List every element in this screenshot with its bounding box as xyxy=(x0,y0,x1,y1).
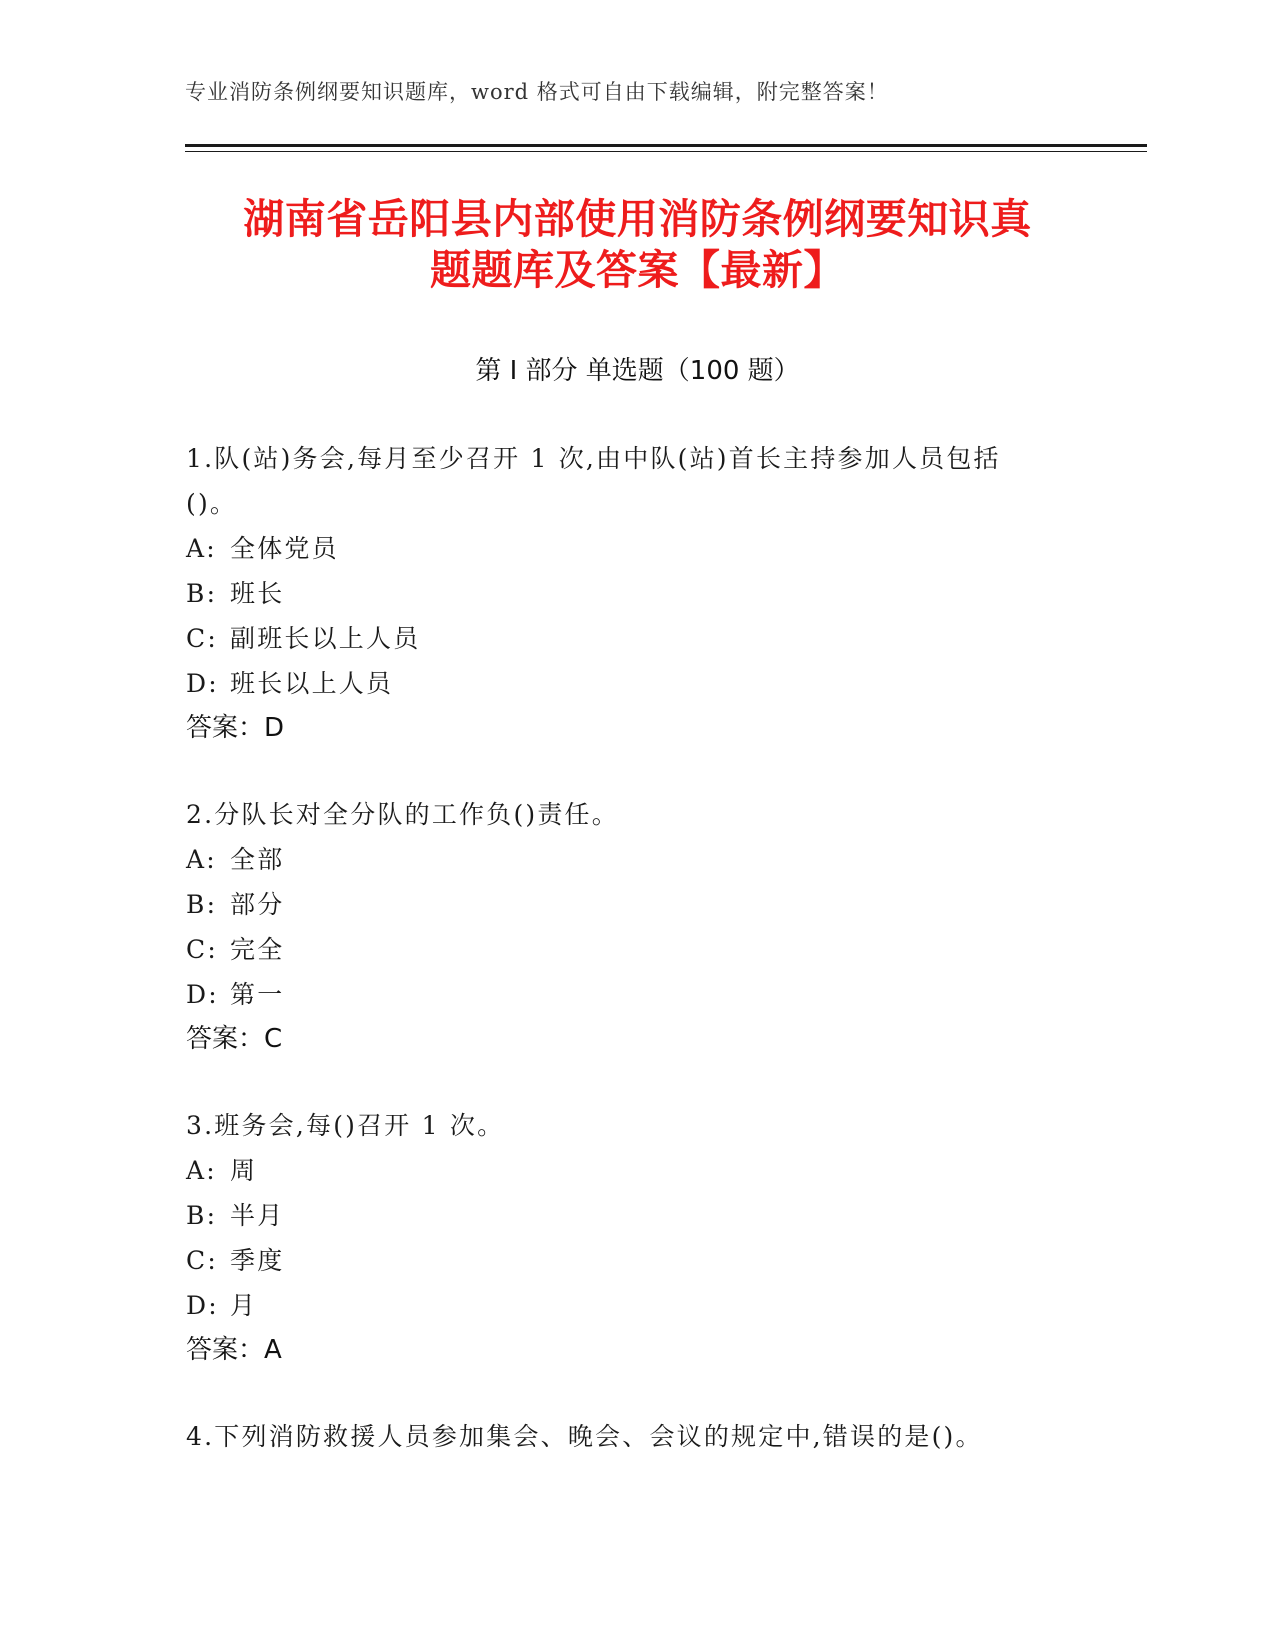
question-stem: 1.队(站)务会,每月至少召开 1 次,由中队(站)首长主持参加人员包括 xyxy=(186,444,1001,473)
option-key: A: xyxy=(186,1156,217,1185)
option-text: 副班长以上人员 xyxy=(230,624,421,653)
option-text: 班长 xyxy=(230,579,285,608)
option-key: C: xyxy=(186,935,218,964)
question-2 xyxy=(186,792,1086,1062)
question-list xyxy=(186,436,1086,1500)
option-key: A: xyxy=(186,845,217,874)
option-text: 月 xyxy=(230,1291,258,1320)
answer-line: 答案：A xyxy=(186,1335,282,1365)
document-title-line-1: 湖南省岳阳县内部使用消防条例纲要知识真 xyxy=(243,195,1032,243)
option-text: 周 xyxy=(230,1156,258,1185)
section-title: 第 I 部分 单选题（100 题） xyxy=(475,356,800,386)
header-rule-thick xyxy=(185,144,1147,147)
option-c xyxy=(186,927,1086,972)
option-key: B: xyxy=(186,579,218,608)
document-title xyxy=(185,194,1090,296)
option-a xyxy=(186,526,1086,571)
option-b xyxy=(186,882,1086,927)
question-1 xyxy=(186,436,1086,751)
option-text: 季度 xyxy=(230,1246,285,1275)
question-4 xyxy=(186,1414,1086,1459)
option-text: 班长以上人员 xyxy=(230,669,394,698)
option-text: 全部 xyxy=(230,845,285,874)
answer-line: 答案：D xyxy=(186,713,285,743)
question-3 xyxy=(186,1103,1086,1373)
option-key: D: xyxy=(186,669,219,698)
answer-line: 答案：C xyxy=(186,1024,283,1054)
header-note: 专业消防条例纲要知识题库，word 格式可自由下载编辑，附完整答案！ xyxy=(185,80,889,104)
question-stem: 3.班务会,每()召开 1 次。 xyxy=(186,1111,505,1140)
option-text: 全体党员 xyxy=(230,534,339,563)
header-rule-thin xyxy=(185,151,1147,152)
option-key: B: xyxy=(186,1201,218,1230)
option-d xyxy=(186,1283,1086,1328)
option-key: C: xyxy=(186,1246,218,1275)
document-title-line-2: 题题库及答案【最新】 xyxy=(430,246,845,294)
option-c xyxy=(186,616,1086,661)
option-b xyxy=(186,571,1086,616)
option-text: 部分 xyxy=(230,890,285,919)
option-text: 第一 xyxy=(230,980,285,1009)
option-b xyxy=(186,1193,1086,1238)
option-a xyxy=(186,1148,1086,1193)
option-text: 半月 xyxy=(230,1201,285,1230)
option-c xyxy=(186,1238,1086,1283)
option-key: D: xyxy=(186,980,219,1009)
option-key: B: xyxy=(186,890,218,919)
option-d xyxy=(186,661,1086,706)
option-key: D: xyxy=(186,1291,219,1320)
option-key: C: xyxy=(186,624,218,653)
option-text: 完全 xyxy=(230,935,285,964)
question-stem-continued: ()。 xyxy=(186,489,238,518)
option-key: A: xyxy=(186,534,217,563)
option-a xyxy=(186,837,1086,882)
option-d xyxy=(186,972,1086,1017)
question-stem: 4.下列消防救援人员参加集会、晚会、会议的规定中,错误的是()。 xyxy=(186,1422,983,1451)
question-stem: 2.分队长对全分队的工作负()责任。 xyxy=(186,800,619,829)
